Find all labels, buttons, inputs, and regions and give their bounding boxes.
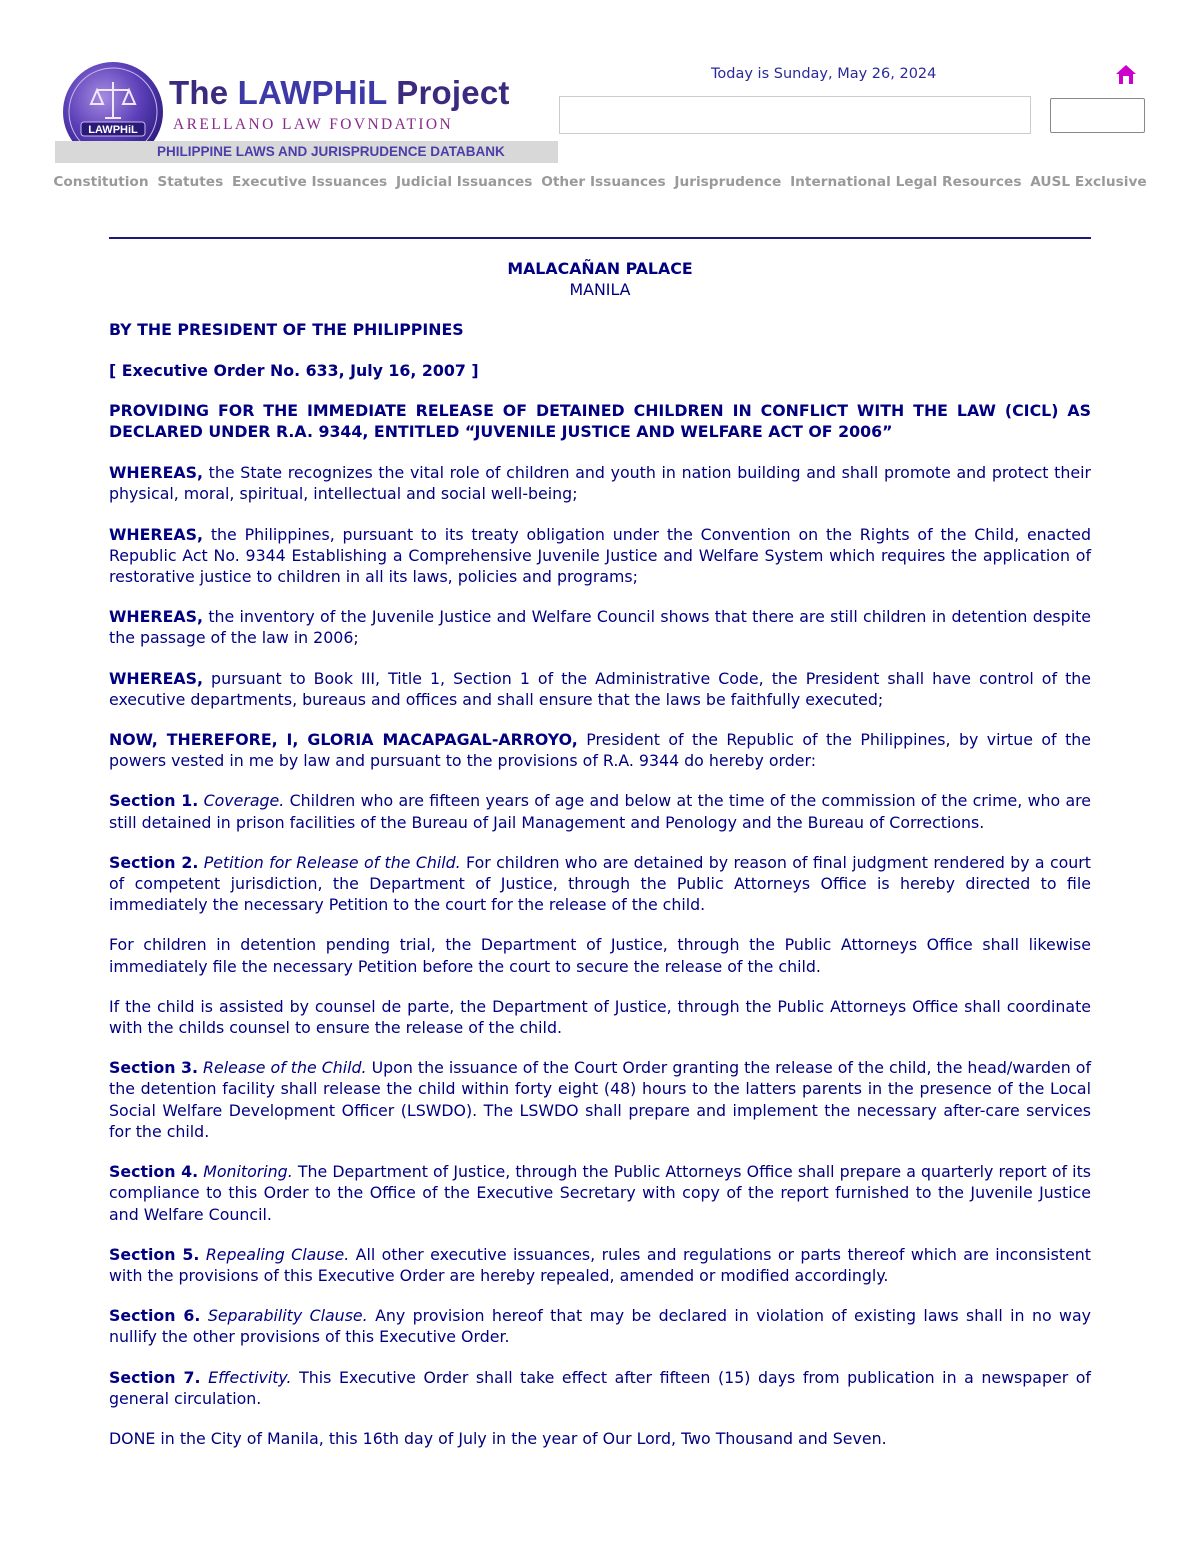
- section-label: Section 2.: [109, 852, 199, 872]
- section-heading: Monitoring.: [203, 1162, 293, 1182]
- section-heading: Repealing Clause.: [205, 1244, 350, 1264]
- whereas-4: [109, 668, 1091, 710]
- main-nav: [0, 174, 1200, 190]
- section-heading: Separability Clause.: [207, 1306, 368, 1326]
- section-label: Section 3.: [109, 1058, 199, 1078]
- today-date: Today is Sunday, May 26, 2024: [711, 66, 937, 82]
- section-2: [109, 852, 1091, 916]
- section-heading: Petition for Release of the Child.: [203, 852, 461, 872]
- section-label: Section 1.: [109, 791, 199, 811]
- nav-other-issuances[interactable]: Other Issuances: [541, 174, 666, 190]
- section-text: The Department of Justice, through the Public Attorneys Office shall prepare a quarterly report of its compliance to this Order to the Office of the Executive Secretary with copy of the report furnished to the Juvenile Justice and Welfare Council.: [109, 1162, 1091, 1224]
- city-heading: MANILA: [569, 280, 631, 300]
- whereas-label: WHEREAS,: [109, 668, 203, 688]
- section-label: Section 7.: [109, 1367, 201, 1387]
- document-body: [109, 258, 1091, 1468]
- brand-suffix: Project: [386, 74, 510, 111]
- site-header: [0, 0, 1200, 200]
- now-therefore: [109, 729, 1091, 771]
- section-2-paragraph-2: For children in detention pending trial, the Department of Justice, through the Public Attorneys Office shall likewise immediately file the necessary Petition before the court to secure the release of the child.: [109, 935, 1091, 976]
- whereas-text: the Philippines, pursuant to its treaty obligation under the Convention on the Rights of the Child, enacted Republic Act No. 9344 Establishing a Comprehensive Juvenile Justice and Welfare System which requires the application of restorative justice to children in all its laws, policies and programs;: [109, 524, 1091, 587]
- order-reference: [ Executive Order No. 633, July 16, 2007 ]: [109, 360, 479, 380]
- nav-statutes[interactable]: Statutes: [157, 174, 224, 190]
- section-text: This Executive Order shall take effect after fifteen (15) days from publication in a newspaper of general circulation.: [109, 1367, 1091, 1408]
- section-3: [109, 1057, 1091, 1142]
- whereas-text: pursuant to Book III, Title 1, Section 1 of the Administrative Code, the President shall have control of the executive departments, bureaus and offices and shall ensure that the laws be faithfully executed;: [109, 668, 1091, 709]
- whereas-label: WHEREAS,: [109, 463, 203, 483]
- nav-executive-issuances[interactable]: Executive Issuances: [232, 174, 388, 190]
- section-label: Section 6.: [109, 1306, 201, 1326]
- now-therefore-text: President of the Republic of the Philippines, by virtue of the powers vested in me by law and pursuant to the provisions of R.A. 9344 do hereby order:: [109, 730, 1091, 771]
- section-heading: Effectivity.: [208, 1367, 292, 1387]
- nav-jurisprudence[interactable]: Jurisprudence: [674, 174, 782, 190]
- president-line: BY THE PRESIDENT OF THE PHILIPPINES: [109, 320, 464, 340]
- section-heading: Coverage.: [203, 791, 285, 811]
- whereas-text: the inventory of the Juvenile Justice and Welfare Council shows that there are still children in detention despite the passage of the law in 2006;: [109, 607, 1091, 648]
- whereas-label: WHEREAS,: [109, 607, 203, 627]
- section-text: Children who are fifteen years of age and below at the time of the commission of the crime, who are still detained in prison facilities of the Bureau of Jail Management and Penology and the Bureau of Corrections.: [109, 791, 1092, 832]
- home-icon[interactable]: [1114, 63, 1138, 87]
- section-text: Upon the issuance of the Court Order granting the release of the child, the head/warden of the detention facility shall release the child within forty eight (48) hours to the latters parents in the presence of the Local Social Welfare Development Officer (LSWDO). The LSWDO shall prepare and implement the necessary after-care services for the child.: [109, 1058, 1092, 1141]
- section-1: [109, 790, 1091, 832]
- foundation-name: ARELLANO LAW FOVNDATION: [173, 116, 454, 133]
- brand-prefix: The: [169, 74, 238, 111]
- done-line: DONE in the City of Manila, this 16th day of July in the year of Our Lord, Two Thousand and Seven.: [109, 1428, 887, 1448]
- section-2-paragraph-3: If the child is assisted by counsel de parte, the Department of Justice, through the Public Attorneys Office shall coordinate with the childs counsel to ensure the release of the child.: [109, 996, 1091, 1038]
- databank-bar: PHILIPPINE LAWS AND JURISPRUDENCE DATABANK: [55, 141, 558, 163]
- section-7: [109, 1367, 1091, 1409]
- section-text: For children who are detained by reason of final judgment rendered by a court of competent jurisdiction, the Department of Justice, through the Public Attorneys Office is hereby directed to file immediately the necessary Petition to the court for the release of the child.: [109, 852, 1091, 915]
- lawphil-logo[interactable]: [55, 58, 560, 170]
- section-label: Section 5.: [109, 1244, 200, 1264]
- seal-text: LAWPHiL: [88, 124, 138, 136]
- nav-ausl-exclusive[interactable]: AUSL Exclusive: [1030, 174, 1147, 190]
- section-label: Section 4.: [109, 1162, 199, 1182]
- whereas-label: WHEREAS,: [109, 524, 203, 544]
- order-title: PROVIDING FOR THE IMMEDIATE RELEASE OF DETAINED CHILDREN IN CONFLICT WITH THE LAW (CICL) AS DECLARED UNDER R.A. 9344, ENTITLED “JUVENILE JUSTICE AND WELFARE ACT OF 2006”: [109, 400, 1091, 442]
- palace-heading: MALACAÑAN PALACE: [507, 259, 693, 278]
- nav-international-legal-resources[interactable]: International Legal Resources: [790, 174, 1022, 190]
- divider-rule: [109, 237, 1091, 239]
- brand-name: LAWPHiL: [237, 74, 387, 111]
- section-heading: Release of the Child.: [203, 1058, 367, 1078]
- section-text: Any provision hereof that may be declared in violation of existing laws shall in no way nullify the other provisions of this Executive Order.: [109, 1306, 1091, 1347]
- section-text: All other executive issuances, rules and regulations or parts thereof which are inconsistent with the provisions of this Executive Order are hereby repealed, amended or modified accordingly.: [109, 1244, 1091, 1285]
- whereas-2: [109, 524, 1091, 588]
- nav-judicial-issuances[interactable]: Judicial Issuances: [395, 174, 533, 190]
- search-button[interactable]: [1050, 98, 1145, 133]
- whereas-text: the State recognizes the vital role of children and youth in nation building and shall promote and protect their physical, moral, spiritual, intellectual and social well-being;: [109, 463, 1091, 504]
- whereas-1: [109, 462, 1091, 504]
- brand-title: [169, 74, 510, 112]
- section-4: [109, 1161, 1091, 1225]
- now-therefore-label: NOW, THEREFORE, I, GLORIA MACAPAGAL-ARROYO,: [109, 730, 578, 750]
- section-6: [109, 1305, 1091, 1347]
- nav-constitution[interactable]: Constitution: [53, 174, 149, 190]
- whereas-3: [109, 606, 1091, 648]
- search-input[interactable]: [559, 96, 1031, 134]
- section-5: [109, 1244, 1091, 1286]
